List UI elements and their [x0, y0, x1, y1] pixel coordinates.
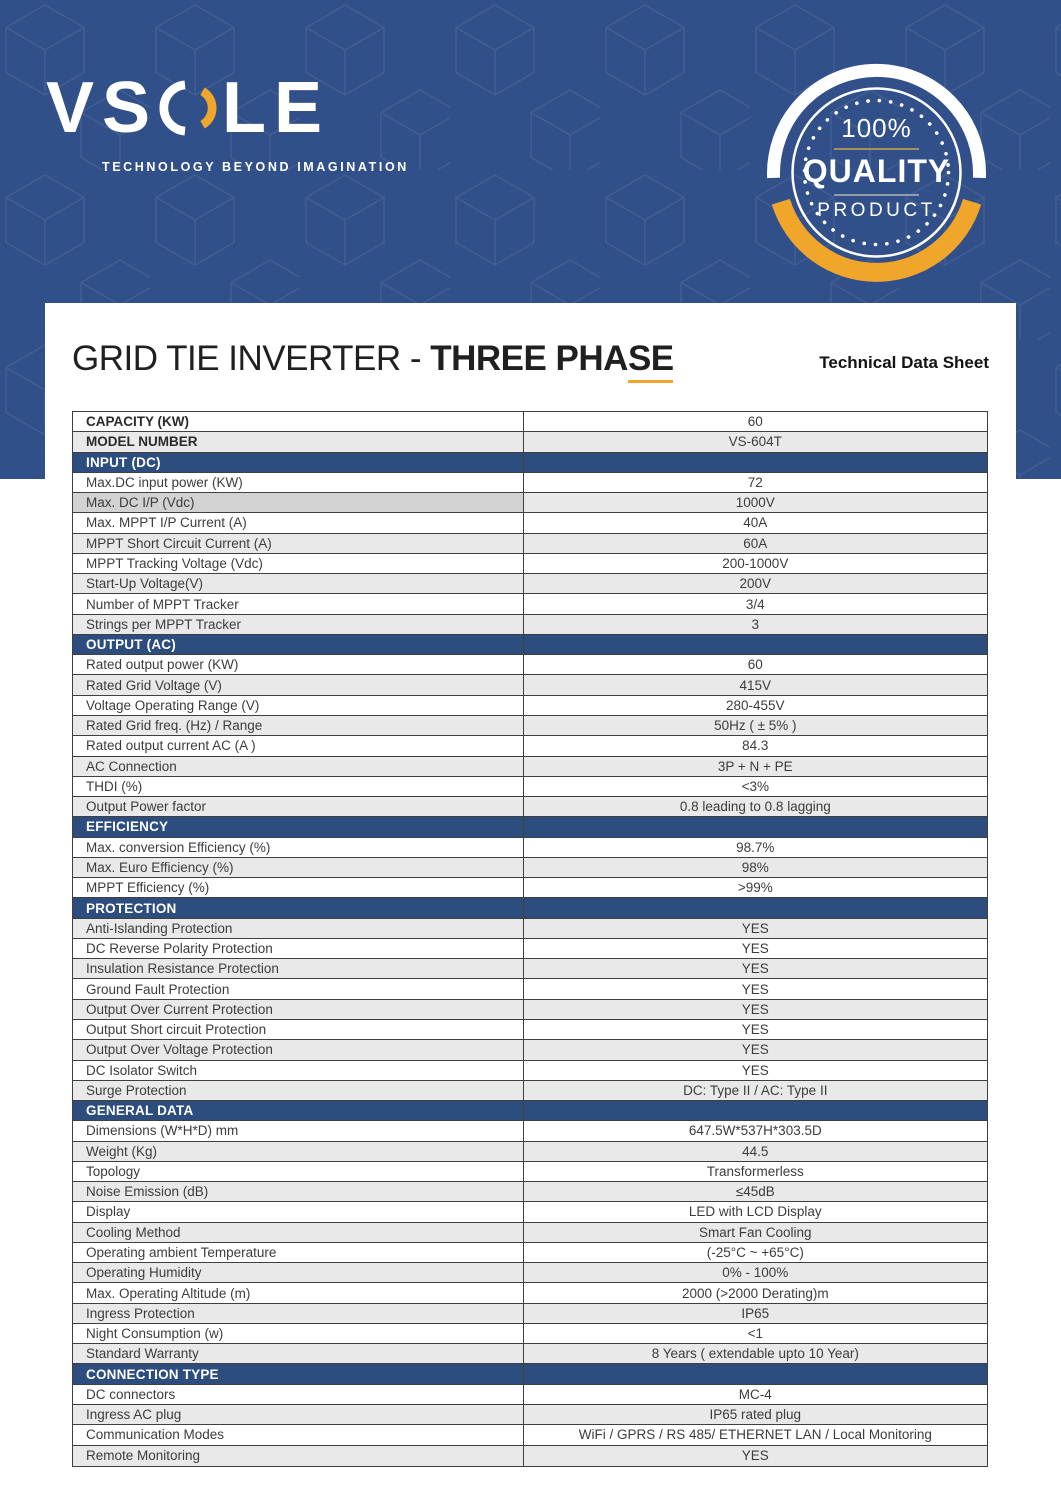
spec-row: [73, 574, 987, 594]
spec-row: [73, 797, 987, 817]
spec-row: [73, 1040, 987, 1060]
spec-row: [73, 858, 987, 878]
spec-label: Max. MPPT I/P Current (A): [73, 513, 524, 532]
spec-value: 8 Years ( extendable upto 10 Year): [651, 1346, 859, 1362]
spec-row: [73, 919, 987, 939]
spec-label: Rated output current AC (A ): [73, 736, 524, 755]
spec-value: >99%: [737, 880, 773, 896]
badge-divider: [834, 194, 919, 196]
spec-row: [73, 1283, 987, 1303]
spec-value: YES: [741, 1042, 769, 1058]
section-header-row: [73, 898, 987, 918]
spec-row: [73, 979, 987, 999]
spec-value: 200V: [739, 576, 772, 592]
brand-tagline: TECHNOLOGY BEYOND IMAGINATION: [102, 160, 409, 174]
spec-label: Standard Warranty: [73, 1344, 524, 1363]
spec-row: [73, 1162, 987, 1182]
spec-label: Max. DC I/P (Vdc): [73, 493, 524, 512]
spec-value: 647.5W*537H*303.5D: [688, 1123, 822, 1139]
section-header-row: [73, 1364, 987, 1384]
spec-value: MC-4: [738, 1386, 772, 1402]
spec-value: YES: [741, 920, 769, 936]
spec-label: Rated Grid Voltage (V): [73, 675, 524, 694]
spec-label: Dimensions (W*H*D) mm: [73, 1121, 524, 1140]
content-card: [45, 303, 1016, 1500]
spec-label: Insulation Resistance Protection: [73, 959, 524, 978]
logo-o-icon: [156, 77, 218, 139]
spec-row: [73, 1344, 987, 1364]
spec-value: 72: [747, 474, 763, 490]
spec-row: [73, 736, 987, 756]
spec-row: [73, 959, 987, 979]
spec-row: [73, 838, 987, 858]
spec-row: [73, 432, 987, 452]
spec-value: YES: [741, 981, 769, 997]
spec-row: [73, 1182, 987, 1202]
section-header-row: [73, 453, 987, 473]
spec-label: Output Power factor: [73, 797, 524, 816]
spec-row: [73, 1385, 987, 1405]
spec-label: Output Short circuit Protection: [73, 1020, 524, 1039]
spec-label: MPPT Tracking Voltage (Vdc): [73, 554, 524, 573]
spec-label: Communication Modes: [73, 1425, 524, 1444]
datasheet-label: Technical Data Sheet: [819, 353, 989, 372]
section-title: GENERAL DATA: [73, 1101, 524, 1120]
spec-row: [73, 1405, 987, 1425]
spec-value: 1000V: [735, 495, 775, 511]
spec-value: 415V: [739, 677, 772, 693]
spec-label: Rated output power (KW): [73, 655, 524, 674]
spec-row: [73, 412, 987, 432]
section-title: PROTECTION: [73, 898, 524, 917]
spec-label: AC Connection: [73, 757, 524, 776]
spec-row: [73, 939, 987, 959]
spec-label: Rated Grid freq. (Hz) / Range: [73, 716, 524, 735]
spec-value: 60: [747, 414, 763, 430]
spec-value: ≤45dB: [735, 1184, 775, 1200]
spec-label: MPPT Efficiency (%): [73, 878, 524, 897]
spec-label: Voltage Operating Range (V): [73, 696, 524, 715]
spec-value: Smart Fan Cooling: [699, 1224, 812, 1240]
spec-label: Max. Operating Altitude (m): [73, 1283, 524, 1302]
spec-value: 3/4: [745, 596, 765, 612]
spec-value: <1: [747, 1326, 763, 1342]
badge-product-label: PRODUCT: [817, 200, 936, 221]
spec-row: [73, 493, 987, 513]
spec-value: 0% - 100%: [722, 1265, 789, 1281]
spec-label: Noise Emission (dB): [73, 1182, 524, 1201]
spec-row: [73, 675, 987, 695]
spec-value: 50Hz ( ± 5% ): [714, 718, 797, 734]
spec-label: Anti-Islanding Protection: [73, 919, 524, 938]
spec-row: [73, 1142, 987, 1162]
section-title: CONNECTION TYPE: [73, 1364, 524, 1383]
spec-row: [73, 1223, 987, 1243]
spec-row: [73, 1081, 987, 1101]
spec-value: 3P + N + PE: [717, 758, 793, 774]
spec-label: Night Consumption (w): [73, 1324, 524, 1343]
spec-value: YES: [741, 1448, 769, 1464]
spec-value: VS-604T: [728, 434, 782, 450]
spec-value: 40A: [743, 515, 768, 531]
spec-value: <3%: [741, 778, 769, 794]
spec-value: IP65 rated plug: [709, 1407, 802, 1423]
spec-label: Display: [73, 1202, 524, 1221]
section-header-row: [73, 1101, 987, 1121]
spec-row: [73, 757, 987, 777]
spec-table: [72, 411, 988, 1467]
spec-value: DC: Type II / AC: Type II: [683, 1082, 828, 1098]
brand-logo-text-pre: VS: [46, 68, 159, 148]
brand-logo-text-post: LE: [222, 68, 331, 148]
spec-value: YES: [741, 961, 769, 977]
spec-value: 0.8 leading to 0.8 lagging: [679, 799, 831, 815]
spec-label: Output Over Voltage Protection: [73, 1040, 524, 1059]
spec-row: [73, 554, 987, 574]
spec-label: Max. Euro Efficiency (%): [73, 858, 524, 877]
spec-value: 98.7%: [736, 839, 775, 855]
spec-label: Weight (Kg): [73, 1142, 524, 1161]
badge-divider: [834, 148, 919, 150]
spec-label: Remote Monitoring: [73, 1446, 524, 1466]
spec-label: Output Over Current Protection: [73, 1000, 524, 1019]
brand-logo: [46, 68, 331, 148]
spec-label: MPPT Short Circuit Current (A): [73, 534, 524, 553]
spec-label: Number of MPPT Tracker: [73, 594, 524, 613]
spec-row: [73, 1324, 987, 1344]
spec-label: Topology: [73, 1162, 524, 1181]
spec-value: [524, 1101, 987, 1120]
spec-value: 60: [747, 657, 763, 673]
spec-row: [73, 1304, 987, 1324]
spec-value: YES: [741, 1062, 769, 1078]
spec-value: 84.3: [742, 738, 769, 754]
spec-value: YES: [741, 1001, 769, 1017]
spec-row: [73, 1243, 987, 1263]
spec-row: [73, 594, 987, 614]
spec-label: Operating Humidity: [73, 1263, 524, 1282]
spec-row: [73, 1263, 987, 1283]
spec-label: Strings per MPPT Tracker: [73, 615, 524, 634]
spec-row: [73, 878, 987, 898]
spec-label: Surge Protection: [73, 1081, 524, 1100]
spec-value: Transformerless: [706, 1163, 804, 1179]
spec-row: [73, 534, 987, 554]
spec-row: [73, 696, 987, 716]
spec-value: 3: [751, 616, 760, 632]
spec-row: [73, 716, 987, 736]
section-header-row: [73, 817, 987, 837]
title-row: [72, 339, 989, 379]
spec-label: DC connectors: [73, 1385, 524, 1404]
spec-row: [73, 1061, 987, 1081]
spec-label: DC Isolator Switch: [73, 1061, 524, 1080]
spec-row: [73, 1202, 987, 1222]
section-header-row: [73, 635, 987, 655]
spec-row: [73, 1446, 987, 1466]
spec-value: [524, 1364, 987, 1383]
spec-label: DC Reverse Polarity Protection: [73, 939, 524, 958]
spec-value: IP65: [741, 1305, 770, 1321]
spec-label: Ingress AC plug: [73, 1405, 524, 1424]
section-title: OUTPUT (AC): [73, 635, 524, 654]
spec-row: [73, 1000, 987, 1020]
page-title-regular: GRID TIE INVERTER -: [72, 339, 431, 378]
badge-quality-label: QUALITY: [802, 153, 951, 189]
spec-value: 60A: [743, 535, 768, 551]
spec-row: [73, 1020, 987, 1040]
spec-value: LED with LCD Display: [688, 1204, 822, 1220]
spec-value: (-25°C ~ +65°C): [706, 1245, 804, 1261]
spec-row: [73, 1121, 987, 1141]
spec-value: 200-1000V: [722, 555, 789, 571]
spec-label: Max.DC input power (KW): [73, 473, 524, 492]
spec-label: Operating ambient Temperature: [73, 1243, 524, 1262]
spec-label: Ground Fault Protection: [73, 979, 524, 998]
spec-value: 44.5: [742, 1143, 769, 1159]
spec-label: Max. conversion Efficiency (%): [73, 838, 524, 857]
spec-label: Ingress Protection: [73, 1304, 524, 1323]
spec-value: YES: [741, 941, 769, 957]
spec-row: [73, 1425, 987, 1445]
spec-value: WiFi / GPRS / RS 485/ ETHERNET LAN / Local Monitoring: [578, 1427, 932, 1443]
spec-value: 2000 (>2000 Derating)m: [681, 1285, 829, 1301]
section-title: EFFICIENCY: [73, 817, 524, 836]
spec-value: [524, 817, 987, 836]
spec-row: [73, 777, 987, 797]
spec-row: [73, 473, 987, 493]
spec-label: MODEL NUMBER: [73, 432, 524, 451]
spec-row: [73, 615, 987, 635]
page-title-bold: THREE PHASE: [430, 339, 674, 378]
section-title: INPUT (DC): [73, 453, 524, 472]
spec-value: [524, 635, 987, 654]
spec-value: [524, 453, 987, 472]
page-title: [72, 339, 674, 379]
spec-value: YES: [741, 1022, 769, 1038]
spec-label: THDI (%): [73, 777, 524, 796]
spec-label: Cooling Method: [73, 1223, 524, 1242]
badge-percent-label: 100%: [841, 113, 912, 143]
spec-row: [73, 513, 987, 533]
spec-label: Start-Up Voltage(V): [73, 574, 524, 593]
spec-value: 98%: [741, 859, 769, 875]
spec-row: [73, 655, 987, 675]
spec-label: CAPACITY (KW): [73, 412, 524, 431]
spec-value: [524, 898, 987, 917]
spec-value: 280-455V: [726, 697, 785, 713]
quality-badge: [764, 60, 989, 285]
